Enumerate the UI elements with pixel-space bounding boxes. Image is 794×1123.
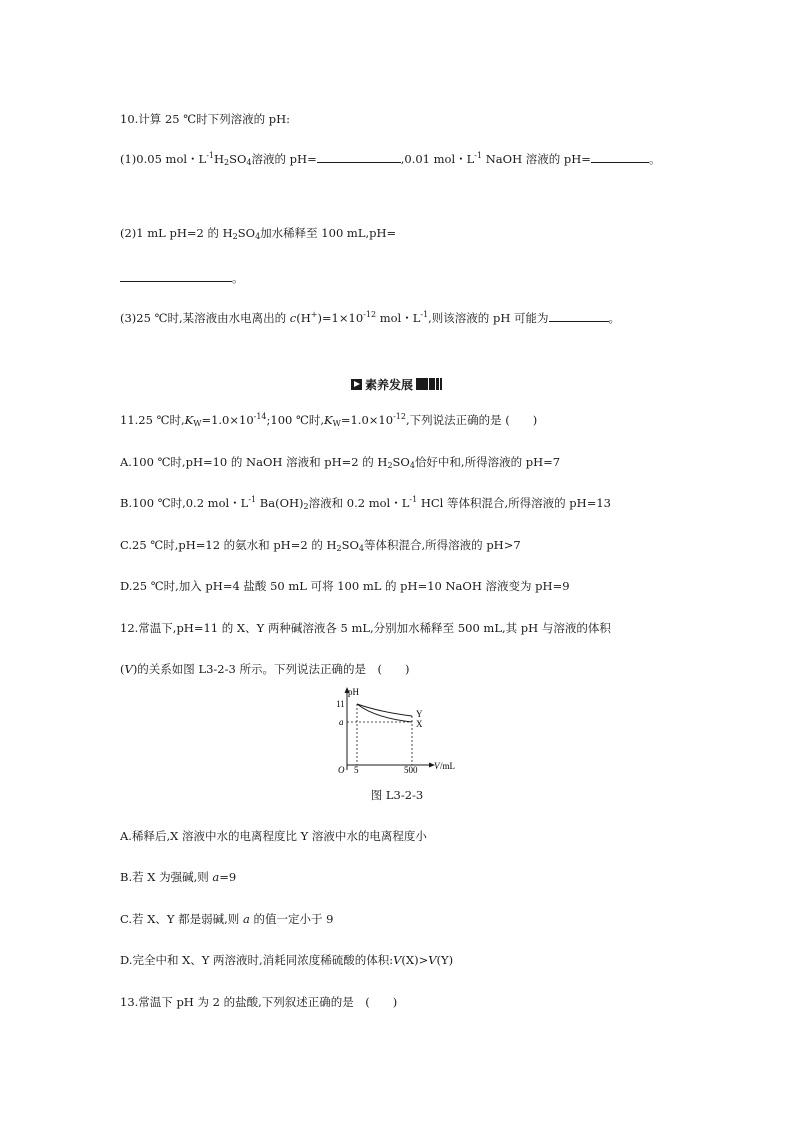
y-axis-label: pH bbox=[348, 687, 359, 697]
x-tick-5: 5 bbox=[354, 765, 359, 774]
q11-option-c: C.25 ℃时,pH=12 的氨水和 pH=2 的 $H_2SO_4$等体积混合,所得溶液的 pH>7 bbox=[120, 538, 521, 553]
q11-option-d: D.25 ℃时,加入 pH=4 盐酸 50 mL 可将 100 mL 的 pH=10 NaOH 溶液变为 pH=9 bbox=[120, 579, 570, 593]
q10-part2: (2)1 mL pH=2 的 $H_2SO_4$加水稀释至 100 mL,pH= bbox=[120, 226, 397, 241]
curve-y-label: Y bbox=[416, 709, 423, 719]
q11-stem: 11.25 ℃时$,K_W=1.0\times 10^{-14};100$ ℃时$,K_W=1.0\times 10^{-12}$,下列说法正确的是 ( ) bbox=[120, 412, 538, 428]
q10-stem: 10.计算 25 ℃时下列溶液的 pH: bbox=[120, 112, 291, 126]
q12-option-a: A.稀释后,X 溶液中水的电离程度比 Y 溶液中水的电离程度小 bbox=[120, 829, 427, 843]
q12-option-c: C.若 X、Y 都是弱碱,则 a 的值一定小于 9 bbox=[120, 912, 334, 926]
answer-blank[interactable] bbox=[317, 151, 401, 163]
q11-option-a: A.100 ℃时,pH=10 的 NaOH 溶液和 pH=2 的 $H_2SO_4$恰好中和,所得溶液的 pH=7 bbox=[120, 455, 561, 470]
q12-option-b: B.若 X 为强碱,则 a=9 bbox=[120, 870, 237, 884]
answer-blank[interactable] bbox=[591, 151, 649, 163]
answer-blank[interactable] bbox=[120, 270, 232, 282]
q10-part1: (1)0.05 mol・$L^{-1}H_2SO_4$溶液的 pH= ,0.01 mol・$L^{-1}$ NaOH 溶液的 pH= 。 bbox=[120, 151, 661, 167]
q11-option-b: B.100 ℃时,0.2 mol・$L^{-1}$ $Ba(OH)_2$溶液和 0.2 mol・$L^{-1}$ HCl 等体积混合,所得溶液的 pH=13 bbox=[120, 495, 611, 511]
origin-label: O bbox=[338, 765, 345, 774]
ph-volume-graph bbox=[330, 686, 460, 774]
x-tick-500: 500 bbox=[404, 765, 418, 774]
curve-y bbox=[357, 704, 412, 716]
ph-dilution-figure bbox=[330, 686, 460, 778]
figure-caption: 图 L3-2-3 bbox=[370, 788, 424, 802]
answer-blank[interactable] bbox=[549, 310, 609, 322]
q12-stem-line2: (V)的关系如图 L3-2-3 所示。下列说法正确的是 ( ) bbox=[120, 662, 410, 676]
q12-option-d: D.完全中和 X、Y 两溶液时,消耗同浓度稀硫酸的体积:V(X)>V(Y) bbox=[120, 953, 454, 967]
q10-part3: (3)25 ℃时,某溶液由水电离出的 $c(H^+)=1\times 10^{-12}$ mol・$L^{-1}$,则该溶液的 pH 可能为 。 bbox=[120, 310, 621, 325]
y-tick-11: 11 bbox=[336, 699, 345, 709]
decorative-bars-icon bbox=[416, 378, 443, 393]
curve-x-label: X bbox=[416, 719, 423, 729]
q12-stem-line1: 12.常温下,pH=11 的 X、Y 两种碱溶液各 5 mL,分别加水稀释至 500 mL,其 pH 与溶液的体积 bbox=[120, 621, 611, 635]
section-heading: 素养发展 bbox=[0, 376, 794, 393]
play-triangle-icon bbox=[351, 379, 362, 390]
x-axis-label-unit: /mL bbox=[440, 761, 455, 771]
x-axis-label-var: V bbox=[434, 761, 440, 771]
y-tick-a: a bbox=[339, 717, 344, 727]
q10-part2-answer: 。 bbox=[120, 270, 244, 286]
q13-stem: 13.常温下 pH 为 2 的盐酸,下列叙述正确的是 ( ) bbox=[120, 995, 398, 1009]
